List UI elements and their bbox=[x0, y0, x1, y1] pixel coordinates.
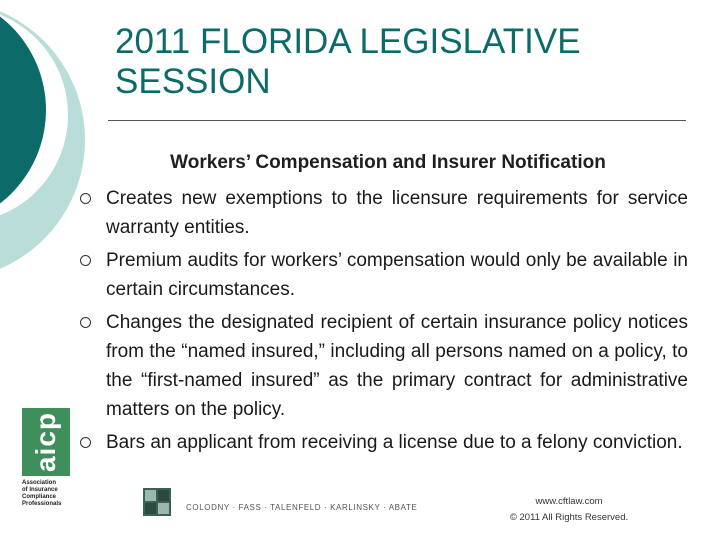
bullet-item bbox=[80, 184, 688, 242]
footer-info bbox=[488, 494, 650, 526]
page-title-line-1: 2011 FLORIDA LEGISLATIVE bbox=[115, 22, 581, 61]
circle-bullet-icon bbox=[80, 437, 91, 448]
bullet-text: Premium audits for workers’ compensation would only be available in certain circumstances. bbox=[106, 250, 688, 300]
title-divider bbox=[108, 120, 686, 121]
bullet-text: Bars an applicant from receiving a license due to a felony conviction. bbox=[106, 432, 683, 453]
circle-bullet-icon bbox=[80, 255, 91, 266]
aicp-logo bbox=[22, 408, 70, 518]
circle-bullet-icon bbox=[80, 317, 91, 328]
bullet-text: Changes the designated recipient of certain insurance policy notices from the “named insured,” including all persons named on a policy, to the “first-named insured” as the primary contract for administrative matters on the policy. bbox=[106, 312, 688, 420]
bullet-list bbox=[80, 184, 688, 461]
page-title-line-2: SESSION bbox=[115, 62, 271, 101]
aicp-logo-text: aicp bbox=[30, 411, 61, 473]
firm-name: COLODNY · FASS · TALENFELD · KARLINSKY · ABATE bbox=[186, 503, 418, 512]
bullet-item bbox=[80, 246, 688, 304]
website-link[interactable]: www.cftlaw.com bbox=[535, 496, 603, 507]
firm-logo-icon bbox=[143, 488, 171, 516]
bullet-text: Creates new exemptions to the licensure requirements for service warranty entities. bbox=[106, 188, 688, 238]
circle-bullet-icon bbox=[80, 193, 91, 204]
aicp-logo-mark bbox=[22, 408, 70, 476]
bullet-item bbox=[80, 308, 688, 424]
bullet-item bbox=[80, 428, 688, 457]
copyright-text: © 2011 All Rights Reserved. bbox=[509, 512, 629, 523]
section-subtitle: Workers’ Compensation and Insurer Notification bbox=[170, 152, 606, 173]
aicp-logo-caption: Association of Insurance Compliance Professionals bbox=[22, 480, 62, 507]
page-title bbox=[115, 22, 695, 102]
